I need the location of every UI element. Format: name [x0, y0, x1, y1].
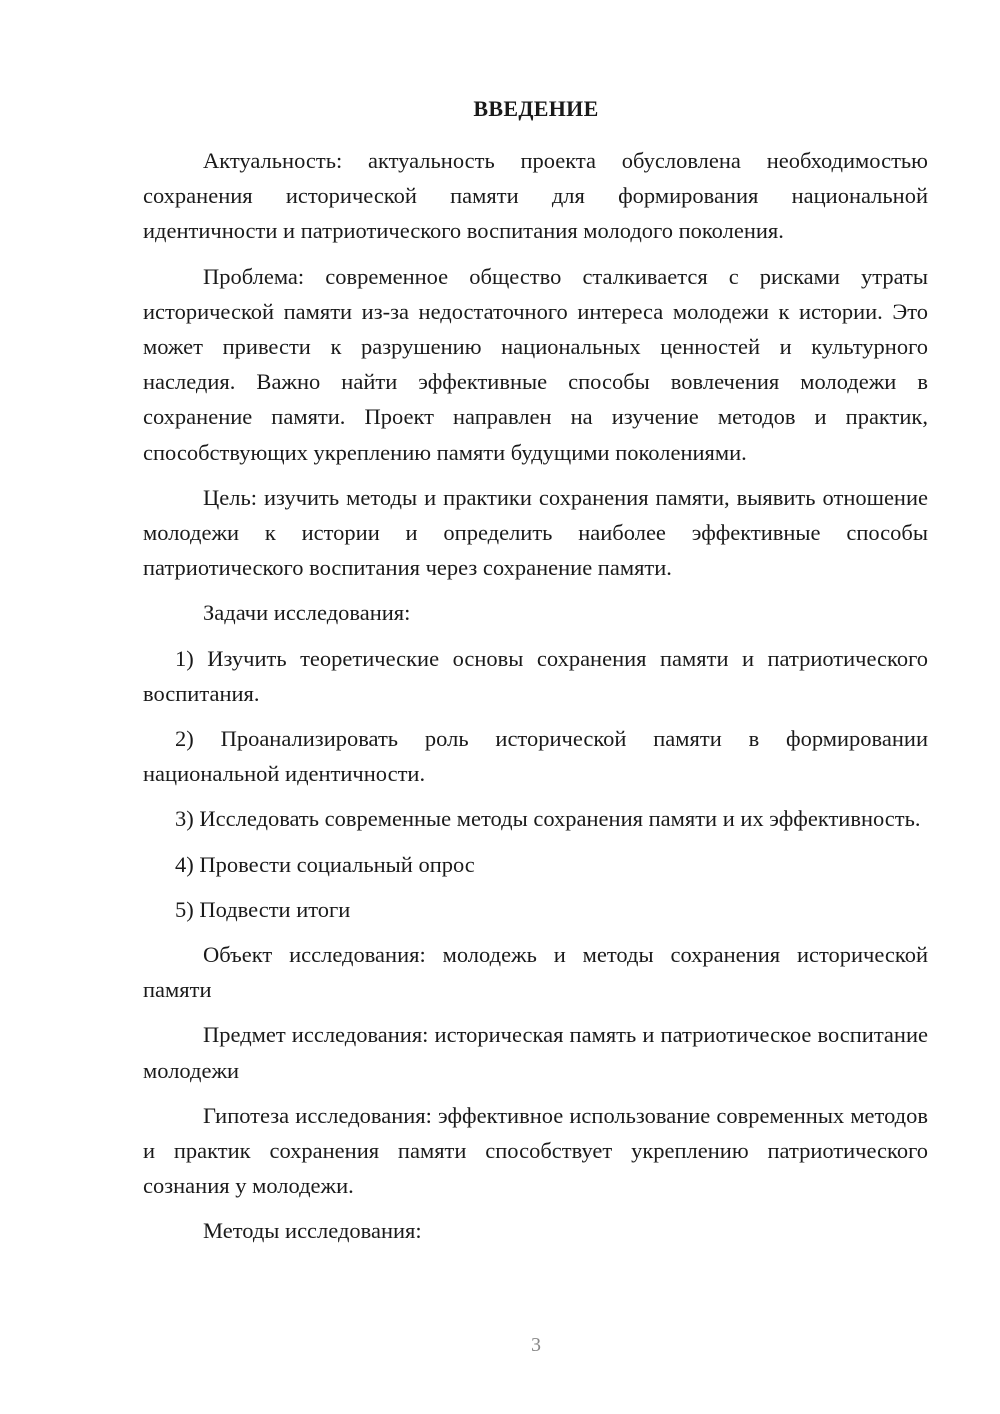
- paragraph-hypothesis: Гипотеза исследования: эффективное использование современных методов и практик сохранения памяти способствует укреплению патриотического сознания у молодежи.: [143, 1102, 928, 1199]
- task-item-3: 3) Исследовать современные методы сохранения памяти и их эффективность.: [175, 806, 921, 832]
- paragraph-subject: Предмет исследования: историческая память и патриотическое воспитание молодежи: [143, 1022, 928, 1083]
- paragraph-methods: Методы исследования:: [203, 1218, 422, 1244]
- paragraph-problem: Проблема: современное общество сталкивается с рисками утраты исторической памяти из-за недостаточного интереса молодежи к истории. Это может привести к разрушению национальных ценностей и культурного наследия. Важно найти эффективные способы вовлечения молодежи в сохранение памяти. Проект направлен на изучение методов и практик, способствующих укреплению памяти будущими поколениями.: [143, 263, 928, 465]
- paragraph-object: Объект исследования: молодежь и методы сохранения исторической памяти: [143, 942, 928, 1003]
- page-number: 3: [531, 1334, 541, 1356]
- body-text: [143, 143, 928, 1249]
- task-item-1: 1) Изучить теоретические основы сохранения памяти и патриотического воспитания.: [143, 645, 928, 706]
- page-heading: ВВЕДЕНИЕ: [473, 96, 599, 121]
- task-item-4: 4) Провести социальный опрос: [175, 851, 475, 877]
- paragraph-tasks-title: Задачи исследования:: [203, 600, 411, 626]
- paragraph-goal: Цель: изучить методы и практики сохранения памяти, выявить отношение молодежи к истории и определить наиболее эффективные способы патриотического воспитания через сохранение памяти.: [143, 484, 928, 581]
- task-item-5: 5) Подвести итоги: [175, 896, 351, 922]
- task-item-2: 2) Проанализировать роль исторической памяти в формировании национальной идентичности.: [143, 726, 928, 787]
- paragraph-relevance: Актуальность: актуальность проекта обусловлена необходимостью сохранения исторической памяти для формирования национальной идентичности и патриотического воспитания молодого поколения.: [143, 148, 928, 244]
